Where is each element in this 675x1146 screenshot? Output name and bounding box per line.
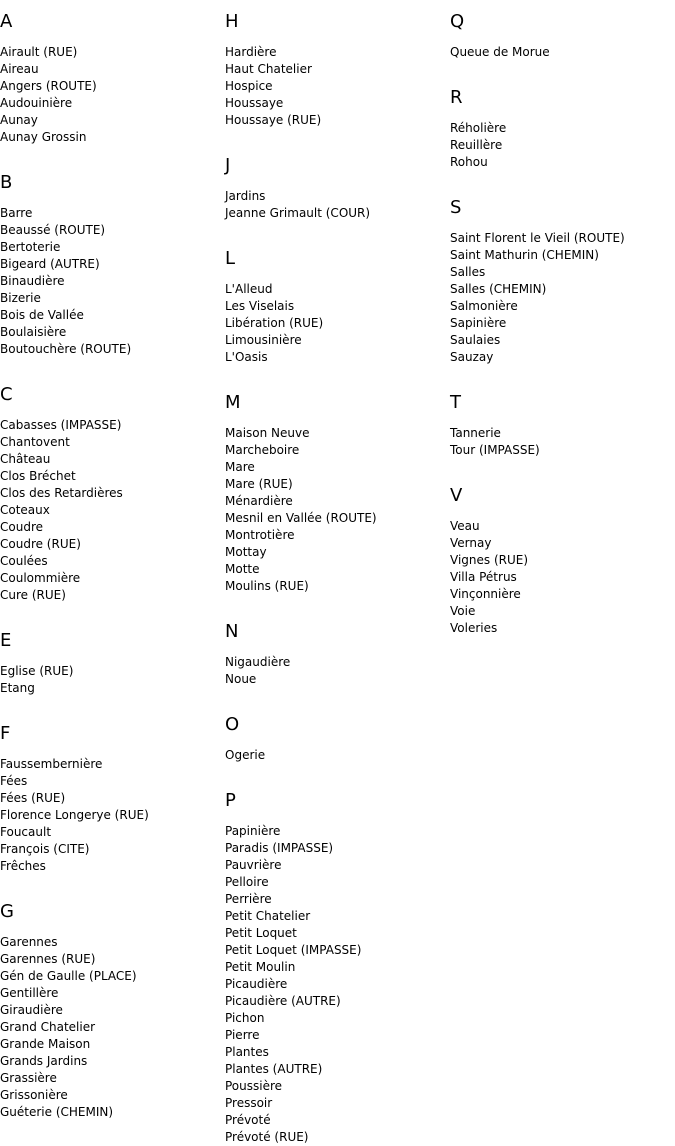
street-link[interactable]: Garennes (RUE) <box>0 952 96 966</box>
street-link[interactable]: Les Viselais <box>225 299 295 313</box>
street-link[interactable]: Paradis (IMPASSE) <box>225 841 334 855</box>
street-list-item <box>0 451 220 468</box>
street-link[interactable]: Aireau <box>0 62 39 76</box>
street-list <box>225 188 445 222</box>
street-list-item <box>225 544 445 561</box>
street-link[interactable]: Fées (RUE) <box>0 791 66 805</box>
street-list-item <box>450 603 670 620</box>
street-link[interactable]: Mesnil en Vallée (ROUTE) <box>225 511 377 525</box>
street-list-item <box>225 908 445 925</box>
letter-heading: M <box>225 392 241 413</box>
street-link[interactable]: Reuillère <box>450 138 503 152</box>
street-link[interactable]: Picaudière (AUTRE) <box>225 994 341 1008</box>
street-link[interactable]: Petit Loquet <box>225 926 297 940</box>
street-column <box>0 10 220 1121</box>
letter-group <box>0 383 220 604</box>
street-link[interactable]: Vernay <box>450 536 492 550</box>
street-list-item <box>0 1002 220 1019</box>
street-list-item <box>0 61 220 78</box>
street-link[interactable]: Florence Longerye (RUE) <box>0 808 149 822</box>
street-list-item <box>225 425 445 442</box>
letter-heading: P <box>225 790 236 811</box>
street-link[interactable]: Mare <box>225 460 255 474</box>
street-list-item <box>225 976 445 993</box>
street-list-item <box>450 247 670 264</box>
street-link[interactable]: Plantes (AUTRE) <box>225 1062 323 1076</box>
street-list <box>450 230 670 366</box>
letter-heading: O <box>225 714 240 735</box>
street-list-item <box>225 459 445 476</box>
street-link[interactable]: Plantes <box>225 1045 269 1059</box>
street-link[interactable]: Villa Pétrus <box>450 570 517 584</box>
street-list-item <box>225 874 445 891</box>
street-link[interactable]: Coudre (RUE) <box>0 537 81 551</box>
street-link[interactable]: Prévoté <box>225 1113 271 1127</box>
street-list <box>0 205 220 358</box>
street-list-item <box>0 968 220 985</box>
letter-group <box>225 789 445 1146</box>
street-link[interactable]: Aunay Grossin <box>0 130 87 144</box>
street-link[interactable]: Beaussé (ROUTE) <box>0 223 106 237</box>
street-link[interactable]: Grissonière <box>0 1088 68 1102</box>
street-list-item <box>0 680 220 697</box>
letter-heading: N <box>225 621 239 642</box>
street-link[interactable]: Jardins <box>225 189 266 203</box>
street-link[interactable]: Petit Loquet (IMPASSE) <box>225 943 362 957</box>
letter-heading: Q <box>450 11 465 32</box>
letter-group <box>225 154 445 222</box>
street-link[interactable]: Vignes (RUE) <box>450 553 529 567</box>
street-list-item <box>225 840 445 857</box>
street-list-item <box>450 552 670 569</box>
street-list-item <box>0 1070 220 1087</box>
street-list-item <box>0 553 220 570</box>
street-link[interactable]: Salmonière <box>450 299 518 313</box>
street-link[interactable]: Saulaies <box>450 333 501 347</box>
street-list-item <box>0 858 220 875</box>
letter-heading: F <box>0 723 11 744</box>
letter-group <box>225 247 445 366</box>
street-link[interactable]: Coudre <box>0 520 43 534</box>
street-list-item <box>450 315 670 332</box>
street-list-item <box>225 112 445 129</box>
letter-heading: G <box>0 901 14 922</box>
letter-group <box>0 171 220 358</box>
street-list-item <box>0 1104 220 1121</box>
street-list-item <box>225 493 445 510</box>
street-link[interactable]: Clos Bréchet <box>0 469 76 483</box>
letter-group <box>0 722 220 875</box>
street-link[interactable]: Mottay <box>225 545 267 559</box>
street-link[interactable]: Pressoir <box>225 1096 273 1110</box>
street-link[interactable]: Motte <box>225 562 260 576</box>
street-list-item <box>450 518 670 535</box>
street-link[interactable]: Vinçonnière <box>450 587 521 601</box>
street-link[interactable]: Poussière <box>225 1079 283 1093</box>
street-list-item <box>0 44 220 61</box>
street-link[interactable]: Salles <box>450 265 486 279</box>
street-link[interactable]: Bigeard (AUTRE) <box>0 257 100 271</box>
street-link[interactable]: Maison Neuve <box>225 426 310 440</box>
street-link[interactable]: Boulaisière <box>0 325 67 339</box>
street-link[interactable]: Pichon <box>225 1011 265 1025</box>
street-link[interactable]: Pelloire <box>225 875 269 889</box>
street-link[interactable]: Grands Jardins <box>0 1054 88 1068</box>
street-list <box>225 654 445 688</box>
street-list <box>450 44 670 61</box>
street-list-item <box>0 1053 220 1070</box>
street-link[interactable]: Libération (RUE) <box>225 316 324 330</box>
street-list-item <box>0 663 220 680</box>
street-list-item <box>225 942 445 959</box>
street-link[interactable]: Salles (CHEMIN) <box>450 282 547 296</box>
street-list-item <box>225 1061 445 1078</box>
street-link[interactable]: Château <box>0 452 51 466</box>
street-link[interactable]: Petit Chatelier <box>225 909 311 923</box>
street-list-item <box>225 527 445 544</box>
street-list-item <box>225 1010 445 1027</box>
street-link[interactable]: François (CITE) <box>0 842 90 856</box>
street-list-item <box>225 281 445 298</box>
street-list-item <box>0 756 220 773</box>
letter-heading: L <box>225 248 236 269</box>
street-link[interactable]: Houssaye (RUE) <box>225 113 322 127</box>
letter-group <box>225 713 445 764</box>
letter-group <box>225 620 445 688</box>
street-link[interactable]: Gentillère <box>0 986 59 1000</box>
street-list-item <box>450 586 670 603</box>
street-link[interactable]: Limousinière <box>225 333 302 347</box>
street-link[interactable]: Angers (ROUTE) <box>0 79 97 93</box>
street-link[interactable]: Réholière <box>450 121 507 135</box>
street-link[interactable]: Airault (RUE) <box>0 45 78 59</box>
street-link[interactable]: Noue <box>225 672 257 686</box>
street-link[interactable]: Marcheboire <box>225 443 300 457</box>
street-list-item <box>450 44 670 61</box>
street-list-item <box>0 290 220 307</box>
street-link[interactable]: Mare (RUE) <box>225 477 293 491</box>
street-link[interactable]: Coulommière <box>0 571 81 585</box>
street-list <box>0 756 220 875</box>
street-list-item <box>225 1129 445 1146</box>
letter-heading: H <box>225 11 239 32</box>
street-link[interactable]: Pierre <box>225 1028 260 1042</box>
street-list-item <box>0 273 220 290</box>
letter-heading: C <box>0 384 13 405</box>
street-list-item <box>225 476 445 493</box>
street-list <box>450 518 670 637</box>
street-link[interactable]: Montrotière <box>225 528 295 542</box>
street-link[interactable]: L'Alleud <box>225 282 273 296</box>
street-list-item <box>450 137 670 154</box>
street-link[interactable]: Coulées <box>0 554 48 568</box>
street-list <box>225 281 445 366</box>
street-list-item <box>225 1027 445 1044</box>
street-list-item <box>225 332 445 349</box>
street-list-item <box>0 307 220 324</box>
street-list-item <box>225 993 445 1010</box>
letter-heading: T <box>450 392 461 413</box>
street-list-item <box>225 671 445 688</box>
street-list-item <box>225 61 445 78</box>
letter-group <box>0 10 220 146</box>
letter-group <box>450 10 670 61</box>
street-link[interactable]: Chantovent <box>0 435 70 449</box>
street-list <box>0 417 220 604</box>
street-link[interactable]: Rohou <box>450 155 488 169</box>
street-link[interactable]: Prévoté (RUE) <box>225 1130 309 1144</box>
street-list-item <box>225 1112 445 1129</box>
street-link[interactable]: Giraudière <box>0 1003 63 1017</box>
street-column <box>450 10 670 637</box>
street-link[interactable]: Cure (RUE) <box>0 588 66 602</box>
street-list-item <box>0 519 220 536</box>
street-list-item <box>225 315 445 332</box>
street-list-item <box>450 264 670 281</box>
street-link[interactable]: Sauzay <box>450 350 494 364</box>
street-list-item <box>450 425 670 442</box>
letter-group <box>450 391 670 459</box>
street-link[interactable]: Moulins (RUE) <box>225 579 309 593</box>
street-link[interactable]: Bertoterie <box>0 240 61 254</box>
letter-group <box>225 391 445 595</box>
street-list-item <box>0 570 220 587</box>
street-list-item <box>0 468 220 485</box>
street-link[interactable]: Picaudière <box>225 977 288 991</box>
street-list-item <box>0 434 220 451</box>
street-list-item <box>0 222 220 239</box>
street-list-item <box>0 824 220 841</box>
street-list-item <box>450 281 670 298</box>
letter-heading: V <box>450 485 463 506</box>
street-list-item <box>0 129 220 146</box>
street-list-item <box>225 891 445 908</box>
street-list-item <box>450 120 670 137</box>
street-list-item <box>0 807 220 824</box>
street-link[interactable]: Garennes <box>0 935 58 949</box>
street-link[interactable]: Gén de Gaulle (PLACE) <box>0 969 137 983</box>
street-link[interactable]: Binaudière <box>0 274 65 288</box>
street-link[interactable]: Barre <box>0 206 33 220</box>
street-list-item <box>0 934 220 951</box>
street-list-item <box>0 502 220 519</box>
street-list-item <box>225 578 445 595</box>
street-link[interactable]: Houssaye <box>225 96 284 110</box>
street-link[interactable]: Guéterie (CHEMIN) <box>0 1105 114 1119</box>
letter-group <box>450 86 670 171</box>
street-link[interactable]: Pauvrière <box>225 858 282 872</box>
letter-group <box>450 196 670 366</box>
street-list <box>225 44 445 129</box>
street-list-item <box>0 773 220 790</box>
street-list <box>0 663 220 697</box>
street-list-item <box>0 985 220 1002</box>
street-list-item <box>0 417 220 434</box>
street-link[interactable]: Eglise (RUE) <box>0 664 74 678</box>
street-list-item <box>225 1044 445 1061</box>
street-list-item <box>0 951 220 968</box>
street-list-item <box>225 857 445 874</box>
street-list-item <box>225 561 445 578</box>
street-link[interactable]: Grand Chatelier <box>0 1020 96 1034</box>
street-list-item <box>225 188 445 205</box>
street-list-item <box>225 747 445 764</box>
street-link[interactable]: Petit Moulin <box>225 960 296 974</box>
street-list-item <box>450 332 670 349</box>
street-list-item <box>225 205 445 222</box>
street-link[interactable]: Queue de Morue <box>450 45 550 59</box>
street-list-item <box>225 1095 445 1112</box>
street-column <box>225 10 445 1146</box>
street-list-item <box>450 230 670 247</box>
street-list-item <box>450 442 670 459</box>
street-link[interactable]: L'Oasis <box>225 350 268 364</box>
street-list <box>450 120 670 171</box>
street-list <box>0 44 220 146</box>
street-link[interactable]: Grande Maison <box>0 1037 91 1051</box>
street-list-item <box>0 790 220 807</box>
letter-heading: B <box>0 172 13 193</box>
street-list-item <box>0 205 220 222</box>
street-list-item <box>0 841 220 858</box>
street-list-item <box>225 510 445 527</box>
street-link[interactable]: Grassière <box>0 1071 57 1085</box>
street-link[interactable]: Boutouchère (ROUTE) <box>0 342 132 356</box>
street-list <box>225 747 445 764</box>
street-link[interactable]: Cabasses (IMPASSE) <box>0 418 122 432</box>
letter-heading: A <box>0 11 13 32</box>
letter-heading: R <box>450 87 463 108</box>
street-list-item <box>450 569 670 586</box>
street-link[interactable]: Ménardière <box>225 494 293 508</box>
street-list-item <box>0 341 220 358</box>
street-link[interactable]: Papinière <box>225 824 281 838</box>
street-list-item <box>0 256 220 273</box>
street-link[interactable]: Voie <box>450 604 476 618</box>
street-list <box>450 425 670 459</box>
letter-heading: J <box>225 155 231 176</box>
street-link[interactable]: Ogerie <box>225 748 266 762</box>
street-list-item <box>225 78 445 95</box>
letter-heading: E <box>0 630 12 651</box>
letter-group <box>0 900 220 1121</box>
street-link[interactable]: Fées <box>0 774 28 788</box>
street-list-item <box>0 239 220 256</box>
letter-group <box>225 10 445 129</box>
street-list-item <box>0 587 220 604</box>
street-link[interactable]: Tour (IMPASSE) <box>450 443 540 457</box>
street-list-item <box>225 959 445 976</box>
street-link[interactable]: Sapinière <box>450 316 507 330</box>
street-list-item <box>0 324 220 341</box>
street-link[interactable]: Etang <box>0 681 35 695</box>
street-list-item <box>225 823 445 840</box>
street-list-item <box>0 78 220 95</box>
street-list-item <box>0 485 220 502</box>
street-link[interactable]: Hospice <box>225 79 273 93</box>
street-list-item <box>225 44 445 61</box>
street-list-item <box>0 95 220 112</box>
street-link[interactable]: Tannerie <box>450 426 501 440</box>
street-list-item <box>450 620 670 637</box>
street-list-item <box>0 1036 220 1053</box>
street-link[interactable]: Clos des Retardières <box>0 486 123 500</box>
street-list <box>0 934 220 1121</box>
street-link[interactable]: Audouinière <box>0 96 73 110</box>
street-link[interactable]: Nigaudière <box>225 655 291 669</box>
street-list-item <box>0 112 220 129</box>
street-link[interactable]: Frêches <box>0 859 46 873</box>
letter-heading: S <box>450 197 462 218</box>
street-list-item <box>450 298 670 315</box>
street-link[interactable]: Saint Mathurin (CHEMIN) <box>450 248 599 262</box>
street-link[interactable]: Voleries <box>450 621 498 635</box>
street-list-item <box>450 154 670 171</box>
street-list <box>225 823 445 1146</box>
street-link[interactable]: Hardière <box>225 45 277 59</box>
street-link[interactable]: Faussembernière <box>0 757 103 771</box>
street-list-item <box>225 925 445 942</box>
street-list-item <box>0 1087 220 1104</box>
street-link[interactable]: Aunay <box>0 113 38 127</box>
letter-group <box>0 629 220 697</box>
street-link[interactable]: Jeanne Grimault (COUR) <box>225 206 371 220</box>
street-list-item <box>225 298 445 315</box>
street-link[interactable]: Haut Chatelier <box>225 62 312 76</box>
street-list-item <box>225 654 445 671</box>
letter-group <box>450 484 670 637</box>
street-link[interactable]: Coteaux <box>0 503 50 517</box>
street-list-item <box>225 95 445 112</box>
street-list-item <box>0 536 220 553</box>
street-link[interactable]: Foucault <box>0 825 52 839</box>
street-link[interactable]: Bizerie <box>0 291 41 305</box>
street-link[interactable]: Saint Florent le Vieil (ROUTE) <box>450 231 625 245</box>
street-list-item <box>225 442 445 459</box>
street-link[interactable]: Bois de Vallée <box>0 308 84 322</box>
street-list-item <box>450 535 670 552</box>
street-link[interactable]: Perrière <box>225 892 272 906</box>
street-list-item <box>225 349 445 366</box>
street-list-item <box>225 1078 445 1095</box>
street-link[interactable]: Veau <box>450 519 480 533</box>
street-list-item <box>450 349 670 366</box>
street-list-item <box>0 1019 220 1036</box>
street-list <box>225 425 445 595</box>
